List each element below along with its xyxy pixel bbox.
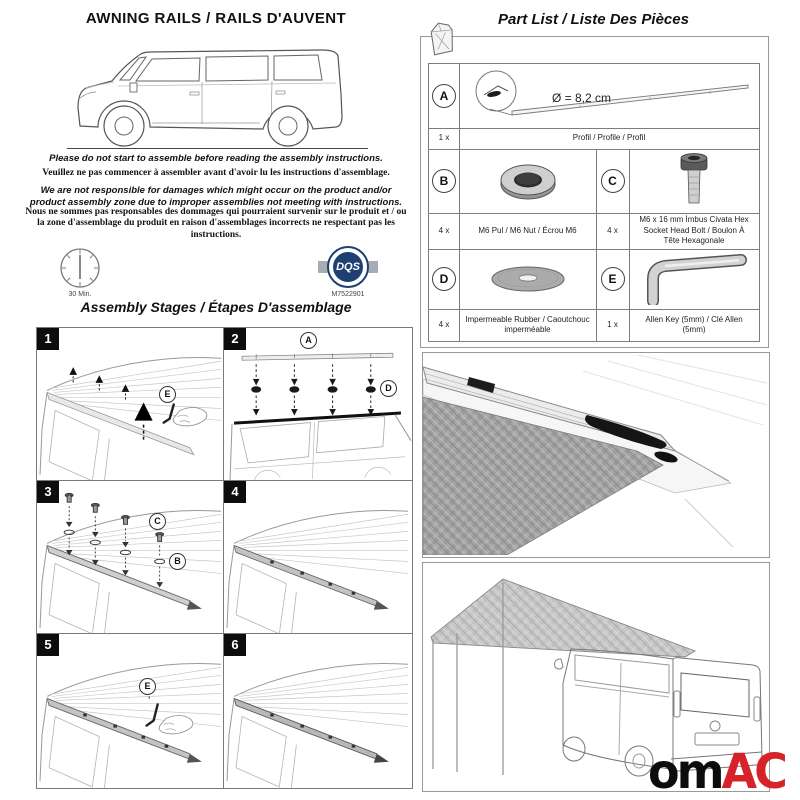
warning-fr-1: Veuillez ne pas commencer à assembler avant d'avoir lu les instructions d'assemblage. — [42, 168, 390, 178]
stage-3-panel — [36, 480, 226, 636]
dqs-core-text: DQS — [333, 252, 363, 282]
part-d-circle: D — [432, 267, 456, 291]
callout-part-e: E — [159, 386, 176, 403]
part-b-name-cell — [459, 213, 597, 250]
dqs-cert-logo — [318, 246, 378, 288]
parts-bag-icon — [424, 19, 458, 59]
stage-3-drawing — [37, 481, 225, 635]
duration-label: 30 Min. — [68, 291, 92, 298]
callout-part-c: C — [149, 513, 166, 530]
washer-drawing — [483, 153, 573, 209]
van-side-view-drawing — [72, 36, 364, 150]
part-b-circle: B — [432, 169, 456, 193]
rubber-pad-drawing — [483, 259, 573, 299]
part-b-qty: 4 x — [438, 225, 450, 235]
part-b-image-cell — [459, 149, 597, 214]
part-d-id-cell — [429, 249, 460, 310]
part-e-name-cell — [629, 309, 760, 342]
warning-en-2: We are not responsible for damages which might occur on the product and/or product assembly zone due to improper assemblies not meeting with instructions. — [29, 185, 403, 208]
part-a-qty-cell — [429, 128, 460, 150]
part-list-heading: Part List / Liste Des Pièces — [498, 11, 689, 28]
page-title: AWNING RAILS / RAILS D'AUVENT — [85, 10, 347, 27]
callout-part-d: D — [380, 380, 397, 397]
stage-2-drawing — [224, 328, 412, 482]
cert-code: M7522901 — [331, 291, 365, 298]
part-d-qty: 4 x — [438, 319, 450, 329]
stage-number-badge: 6 — [224, 634, 246, 656]
part-e-qty: 1 x — [607, 319, 618, 329]
stage-6-drawing — [224, 634, 412, 788]
part-a-name-cell — [459, 128, 760, 150]
part-d-name: Impermeable Rubber / Caoutchouc imperméable — [465, 314, 590, 334]
part-a-name: Profil / Profile / Profil — [572, 133, 646, 143]
part-e-id-cell — [596, 249, 630, 310]
stage-number-badge: 1 — [37, 328, 59, 350]
stage-5-drawing — [37, 634, 225, 788]
part-c-id-cell — [596, 149, 630, 214]
stage-2-panel — [223, 327, 413, 483]
stage-1-panel — [36, 327, 226, 483]
allen-key-drawing — [635, 253, 753, 305]
omac-logo-red-part: AC — [721, 742, 785, 800]
part-d-image-cell — [459, 249, 597, 310]
rail-closeup-drawing — [423, 353, 767, 555]
stage-number-badge: 3 — [37, 481, 59, 503]
part-c-circle: C — [601, 169, 625, 193]
stage-number-badge: 4 — [224, 481, 246, 503]
part-d-qty-cell — [429, 309, 460, 342]
stage-5-panel — [36, 633, 226, 789]
clock-icon — [58, 246, 102, 290]
stage-6-panel — [223, 633, 413, 789]
part-a-qty: 1 x — [438, 133, 450, 143]
callout-part-b: B — [169, 553, 186, 570]
warning-fr-2: Nous ne sommes pas responsables des dommages qui pourraient survenir sur le produit et / ou la zone d'assemblage du produit en raison d'assemblages incorrects ne respectant pas les instructions. — [25, 207, 407, 240]
part-b-qty-cell — [429, 213, 460, 250]
part-a-id-cell — [429, 64, 460, 129]
bolt-drawing — [674, 153, 714, 209]
part-e-name: Allen Key (5mm) / Clé Allen (5mm) — [645, 314, 743, 334]
stage-4-drawing — [224, 481, 412, 635]
part-c-qty-cell — [596, 213, 630, 250]
omac-logo — [648, 742, 785, 800]
warning-en-1: Please do not start to assemble before reading the assembly instructions. — [49, 153, 383, 164]
stage-number-badge: 2 — [224, 328, 246, 350]
part-c-name-cell — [629, 213, 760, 250]
part-b-name: M6 Pul / M6 Nut / Écrou M6 — [478, 225, 577, 235]
part-a-circle: A — [432, 84, 456, 108]
ground-line — [67, 148, 368, 149]
assembly-stages-heading: Assembly Stages / Étapes D'assemblage — [80, 299, 352, 315]
stage-1-drawing — [37, 328, 225, 482]
part-e-image-cell — [629, 249, 760, 310]
part-d-name-cell — [459, 309, 597, 342]
part-c-qty: 4 x — [607, 225, 618, 235]
part-a-image-cell — [459, 64, 760, 129]
rail-profile-drawing — [460, 65, 758, 127]
callout-part-e: E — [139, 678, 156, 695]
part-c-name: M6 x 16 mm İmbus Civata Hex Socket Head Bolt / Boulon À Tête Hexagonale — [639, 215, 749, 246]
part-c-image-cell — [629, 149, 760, 214]
part-b-id-cell — [429, 149, 460, 214]
part-e-qty-cell — [596, 309, 630, 342]
omac-logo-black-part: om — [648, 742, 722, 800]
stage-number-badge: 5 — [37, 634, 59, 656]
part-list-table — [428, 63, 760, 342]
diameter-note: Ø = 8,2 cm — [552, 91, 612, 105]
callout-part-a: A — [300, 332, 317, 349]
dqs-ring — [327, 246, 369, 288]
stage-4-panel — [223, 480, 413, 636]
rail-closeup-panel — [422, 352, 770, 558]
part-e-circle: E — [601, 267, 625, 291]
